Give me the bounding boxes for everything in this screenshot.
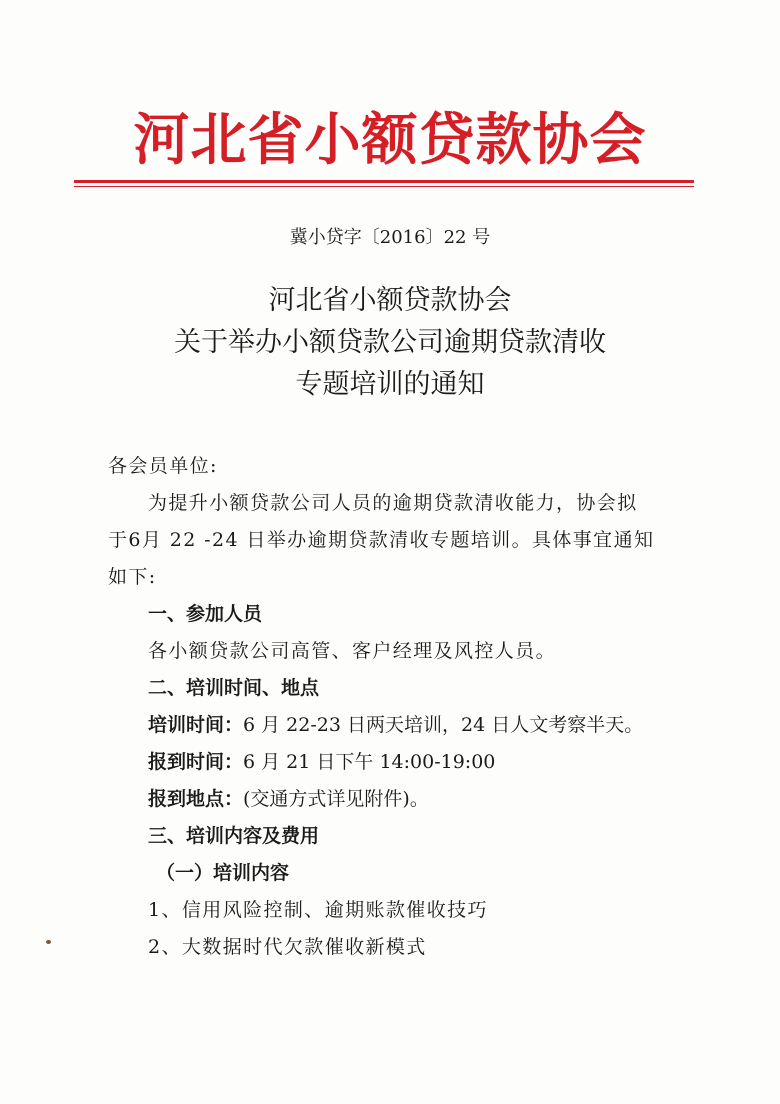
intro-paragraph-line-2: 于6月 22 -24 日举办逾期贷款清收专题培训。具体事宜通知 — [108, 529, 655, 551]
section-1-heading: 一、参加人员 — [148, 603, 263, 625]
subsection-1-heading: （一）培训内容 — [156, 862, 290, 884]
section-1-text: 各小额贷款公司高管、客户经理及风控人员。 — [148, 640, 557, 662]
training-time-value: 6 月 22-23 日两天培训，24 日人文考察半天。 — [243, 714, 644, 736]
checkin-time-label: 报到时间： — [148, 751, 244, 773]
checkin-place-value: (交通方式详见附件)。 — [243, 788, 429, 810]
scan-speck — [46, 940, 51, 944]
title-line-1: 河北省小额贷款协会 — [268, 285, 512, 316]
letterhead-rule-thick — [74, 180, 694, 183]
intro-paragraph-line-1: 为提升小额贷款公司人员的逾期贷款清收能力，协会拟 — [148, 492, 638, 514]
title-line-3: 专题培训的通知 — [295, 369, 485, 400]
intro-paragraph-line-3: 如下: — [108, 566, 157, 588]
section-2-heading: 二、培训时间、地点 — [148, 677, 320, 699]
notice-title — [0, 280, 780, 406]
training-time-row — [108, 707, 698, 744]
letterhead-rule-thin — [74, 186, 694, 187]
content-item-1: 1、信用风险控制、逾期账款催收技巧 — [148, 899, 488, 921]
letterhead-title: 河北省小额贷款协会 — [133, 107, 647, 173]
checkin-time-row — [108, 744, 698, 781]
checkin-time-value: 6 月 21 日下午 14:00-19:00 — [243, 751, 496, 773]
checkin-place-label: 报到地点： — [148, 788, 244, 810]
section-3-heading: 三、培训内容及费用 — [148, 825, 320, 847]
training-time-label: 培训时间： — [148, 714, 244, 736]
salutation: 各会员单位: — [108, 455, 218, 477]
checkin-place-row — [108, 781, 698, 818]
document-number: 冀小贷字〔2016〕22 号 — [289, 227, 491, 248]
notice-body — [108, 448, 698, 966]
title-line-2: 关于举办小额贷款公司逾期贷款清收 — [174, 327, 606, 358]
content-item-2: 2、大数据时代欠款催收新模式 — [148, 936, 427, 958]
